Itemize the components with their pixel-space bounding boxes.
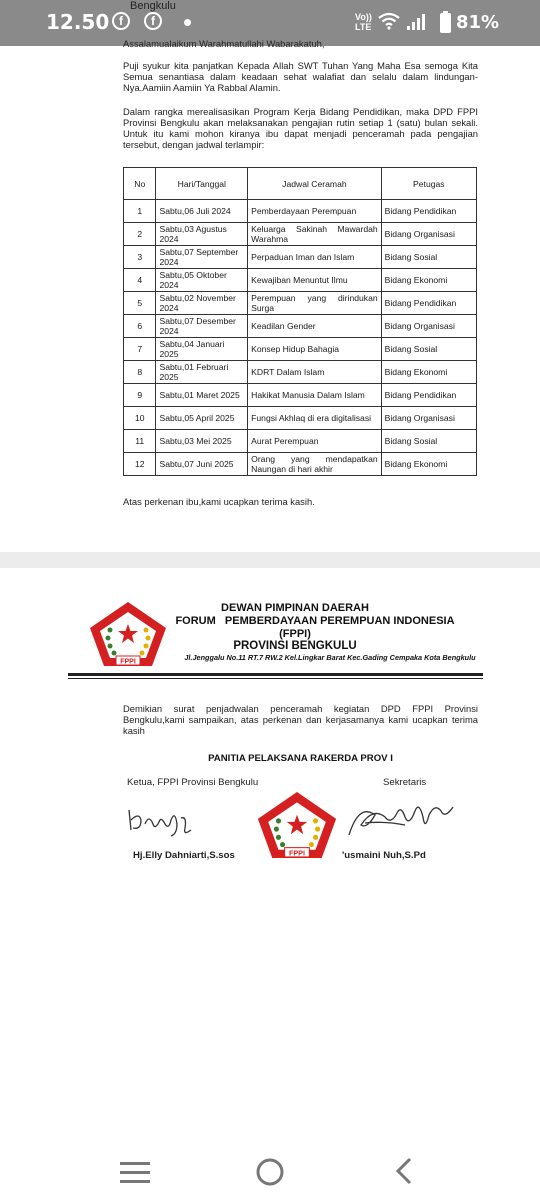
cell-date: Sabtu,07 Desember 2024	[156, 315, 248, 338]
navigation-bar	[0, 1140, 540, 1204]
cell-officer: Bidang Ekonomi	[381, 453, 476, 476]
volte-icon	[355, 12, 372, 32]
column-header-date: Hari/Tanggal	[156, 168, 248, 200]
cell-no: 12	[124, 453, 156, 476]
recent-apps-icon[interactable]	[120, 1160, 150, 1184]
volte-line1: Vo))	[355, 12, 372, 22]
cell-no: 3	[124, 246, 156, 269]
table-row	[124, 384, 477, 407]
cell-date: Sabtu,02 November 2024	[156, 292, 248, 315]
secretary-role: Sekretaris	[383, 777, 427, 788]
cell-date: Sabtu,03 Agustus 2024	[156, 223, 248, 246]
cell-topic: Kewajiban Menuntut Ilmu	[248, 269, 382, 292]
cell-date: Sabtu,06 Juli 2024	[156, 200, 248, 223]
stamp-text: FPPI	[289, 848, 305, 858]
table-row	[124, 269, 477, 292]
cell-topic: Konsep Hidup Bahagia	[248, 338, 382, 361]
cell-officer: Bidang Organisasi	[381, 223, 476, 246]
logo-text: FPPI	[120, 658, 136, 666]
cell-no: 5	[124, 292, 156, 315]
table-row	[124, 315, 477, 338]
status-time: 12.50	[46, 10, 110, 34]
cell-date: Sabtu,07 Juni 2025	[156, 453, 248, 476]
wifi-icon	[378, 12, 400, 30]
home-icon[interactable]	[255, 1157, 285, 1187]
cell-topic: Perpaduan Iman dan Islam	[248, 246, 382, 269]
table-row	[124, 292, 477, 315]
column-header-no: No	[124, 168, 156, 200]
letter-closing: Atas perkenan ibu,kami ucapkan terima kasih.	[123, 496, 315, 507]
page-divider	[0, 552, 540, 568]
cell-no: 9	[124, 384, 156, 407]
fppi-stamp-icon	[255, 790, 339, 860]
cell-no: 4	[124, 269, 156, 292]
cell-date: Sabtu,03 Mei 2025	[156, 430, 248, 453]
table-row	[124, 361, 477, 384]
cell-no: 10	[124, 407, 156, 430]
letterhead-rule-thin	[68, 678, 483, 679]
cell-officer: Bidang Ekonomi	[381, 361, 476, 384]
letter-paragraph-2: Dalam rangka merealisasikan Program Kerja Bidang Pendidikan, maka DPD FPPI Provinsi Bengkulu akan melaksanakan pengajian rutin setiap 1 (satu) bulan sekali. Untuk itu kami mohon kiranya ibu dapat menjadi penceramah pada pengajian tersebut, dengan jadwal terlampir:	[123, 106, 478, 150]
cell-officer: Bidang Organisasi	[381, 407, 476, 430]
cell-officer: Bidang Ekonomi	[381, 269, 476, 292]
battery-percent: 81%	[456, 12, 500, 33]
cell-topic: KDRT Dalam Islam	[248, 361, 382, 384]
cell-officer: Bidang Pendidikan	[381, 200, 476, 223]
secretary-signature-icon	[345, 795, 460, 843]
letterhead-line-1: DEWAN PIMPINAN DAERAH	[221, 602, 369, 614]
column-header-officer: Petugas	[381, 168, 476, 200]
facebook-icon: f	[112, 12, 130, 30]
cell-date: Sabtu,05 Oktober 2024	[156, 269, 248, 292]
chair-signature-icon	[125, 800, 205, 838]
chair-name: Hj.Elly Dahniarti,S.sos	[133, 850, 235, 861]
signal-icon	[407, 14, 427, 30]
table-row	[124, 200, 477, 223]
cell-topic: Orang yang mendapatkan Naungan di hari akhir	[248, 453, 382, 476]
cell-topic: Fungsi Akhlaq di era digitalisasi	[248, 407, 382, 430]
letterhead-line-2: FORUM PEMBERDAYAAN PEREMPUAN INDONESIA	[175, 615, 455, 627]
letter-paragraph-1: Puji syukur kita panjatkan Kepada Allah SWT Tuhan Yang Maha Esa semoga Kita Semua senantiasa dalam keadaan sehat walafiat dan selalu dalam lindungan-Nya.Aamiin Aamiin Ya Rabbal Alamin.	[123, 60, 478, 93]
table-row	[124, 430, 477, 453]
cell-date: Sabtu,01 Maret 2025	[156, 384, 248, 407]
cell-topic: Pemberdayaan Perempuan	[248, 200, 382, 223]
cell-no: 7	[124, 338, 156, 361]
letterhead-line-4: PROVINSI BENGKULU	[233, 640, 357, 652]
committee-title: PANITIA PELAKSANA RAKERDA PROV I	[208, 753, 393, 764]
back-icon[interactable]	[394, 1156, 414, 1186]
cell-officer: Bidang Pendidikan	[381, 384, 476, 407]
table-row	[124, 246, 477, 269]
letterhead-rule	[68, 673, 483, 676]
table-row	[124, 453, 477, 476]
notification-dot-icon	[184, 19, 191, 26]
page2-body: Demikian surat penjadwalan penceramah kegiatan DPD FPPI Provinsi Bengkulu,kami sampaikan, atas perkenan dan kerjasamanya kami ucapkan terima kasih	[123, 703, 478, 736]
cell-date: Sabtu,04 Januari 2025	[156, 338, 248, 361]
cell-topic: Aurat Perempuan	[248, 430, 382, 453]
cell-no: 6	[124, 315, 156, 338]
cell-officer: Bidang Organisasi	[381, 315, 476, 338]
cell-date: Sabtu,01 Februari 2025	[156, 361, 248, 384]
letterhead-address: Jl.Jenggalu No.11 RT.7 RW.2 Kel.Lingkar Barat Kec.Gading Cempaka Kota Bengkulu	[184, 653, 476, 662]
cell-no: 8	[124, 361, 156, 384]
secretary-name: 'usmaini Nuh,S.Pd	[342, 850, 426, 861]
cell-date: Sabtu,07 September 2024	[156, 246, 248, 269]
table-row	[124, 407, 477, 430]
facebook-icon: f	[144, 12, 162, 30]
letter-greeting: Assalamualaikum Warahmatullahi Wabarakatuh,	[123, 38, 325, 49]
table-row	[124, 338, 477, 361]
cell-topic: Keadilan Gender	[248, 315, 382, 338]
cell-no: 2	[124, 223, 156, 246]
battery-icon	[440, 11, 451, 33]
cell-topic: Perempuan yang dirindukan Surga	[248, 292, 382, 315]
cell-date: Sabtu,05 April 2025	[156, 407, 248, 430]
overlap-text: Bengkulu	[130, 0, 176, 12]
cell-officer: Bidang Sosial	[381, 338, 476, 361]
volte-line2: LTE	[355, 22, 372, 32]
table-header-row	[124, 168, 477, 200]
cell-officer: Bidang Sosial	[381, 430, 476, 453]
schedule-table	[123, 167, 477, 476]
cell-topic: Keluarga Sakinah Mawardah Warahma	[248, 223, 382, 246]
cell-officer: Bidang Pendidikan	[381, 292, 476, 315]
cell-no: 1	[124, 200, 156, 223]
cell-topic: Hakikat Manusia Dalam Islam	[248, 384, 382, 407]
column-header-topic: Jadwal Ceramah	[248, 168, 382, 200]
cell-no: 11	[124, 430, 156, 453]
cell-officer: Bidang Sosial	[381, 246, 476, 269]
letterhead-line-3: (FPPI)	[279, 628, 311, 640]
table-row	[124, 223, 477, 246]
chair-role: Ketua, FPPI Provinsi Bengkulu	[127, 777, 259, 788]
